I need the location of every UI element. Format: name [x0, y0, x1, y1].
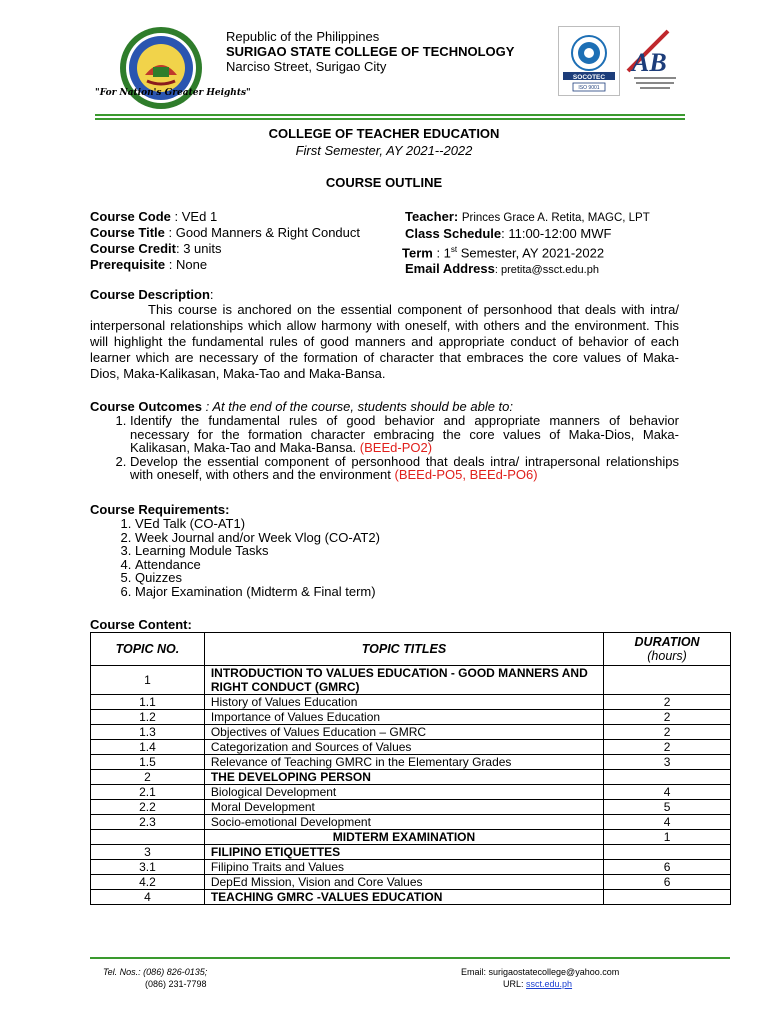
table-row: [91, 755, 731, 770]
topic-title-cell: Moral Development: [204, 800, 603, 815]
table-row: [91, 875, 731, 890]
topic-title-cell: Biological Development: [204, 785, 603, 800]
footer-url-label: URL:: [503, 979, 524, 989]
table-row: [91, 785, 731, 800]
topic-title-cell: Objectives of Values Education – GMRC: [204, 725, 603, 740]
course-title-label: Course Title: [90, 225, 165, 240]
duration-cell: 2: [604, 725, 731, 740]
requirement-item: 3. Learning Module Tasks: [135, 544, 380, 558]
prerequisite-row: [90, 257, 360, 273]
topic-title-cell: MIDTERM EXAMINATION: [204, 830, 603, 845]
topic-title-cell: Importance of Values Education: [204, 710, 603, 725]
duration-cell: 5: [604, 800, 731, 815]
topic-no-cell: 1.1: [91, 695, 205, 710]
school-header: [226, 29, 514, 74]
content-heading: Course Content:: [90, 617, 192, 632]
requirement-item: 4. Attendance: [135, 558, 380, 572]
term-label: Term: [402, 245, 433, 261]
requirement-item: 1. VEd Talk (CO-AT1): [135, 517, 380, 531]
header-topic-no: TOPIC NO.: [91, 633, 205, 666]
duration-cell: 2: [604, 695, 731, 710]
table-row: [91, 725, 731, 740]
course-outline-title: COURSE OUTLINE: [325, 175, 443, 190]
table-row: [91, 800, 731, 815]
duration-unit: (hours): [647, 649, 687, 663]
duration-cell: 2: [604, 710, 731, 725]
school-name: SURIGAO STATE COLLEGE OF TECHNOLOGY: [226, 44, 515, 59]
duration-cell: 4: [604, 785, 731, 800]
topic-no-cell: 1.4: [91, 740, 205, 755]
course-code-row: [90, 209, 360, 225]
topic-title-cell: TEACHING GMRC -VALUES EDUCATION: [204, 890, 603, 905]
footer-tel: Tel. Nos.: (086) 826-0135;: [103, 967, 208, 977]
footer-email: Email: surigaostatecollege@yahoo.com: [461, 967, 620, 977]
college-title: COLLEGE OF TEACHER EDUCATION: [268, 126, 500, 141]
course-description: [90, 302, 679, 382]
duration-cell: 6: [604, 875, 731, 890]
term-row: [402, 242, 650, 261]
table-row: [91, 890, 731, 905]
duration-cell: [604, 890, 731, 905]
topic-no-cell: 2.1: [91, 785, 205, 800]
requirement-item: 5. Quizzes: [135, 571, 380, 585]
topic-title-cell: DepEd Mission, Vision and Core Values: [204, 875, 603, 890]
duration-cell: [604, 770, 731, 785]
email-row: [405, 261, 650, 278]
header-topic-titles: TOPIC TITLES: [204, 633, 603, 666]
outcome-code: (BEEd-PO2): [359, 440, 433, 455]
requirement-item: 6. Major Examination (Midterm & Final term): [135, 585, 380, 599]
email-label: Email Address: [405, 261, 495, 277]
course-title-row: [90, 225, 360, 241]
footer-url-link[interactable]: ssct.edu.ph: [526, 979, 573, 989]
description-heading: [90, 287, 214, 303]
topic-no-cell: 4: [91, 890, 205, 905]
semester-line: First Semester, AY 2021--2022: [295, 143, 473, 158]
iso-label: ISO 9001: [578, 85, 600, 91]
course-credit-value: : 3 units: [175, 241, 222, 256]
table-row: [91, 770, 731, 785]
outcome-code: (BEEd-PO5, BEEd-PO6): [394, 467, 538, 482]
course-info-right: [402, 209, 650, 278]
header-divider: [95, 114, 685, 116]
duration-cell: 4: [604, 815, 731, 830]
duration-cell: 6: [604, 860, 731, 875]
prerequisite-value: : None: [168, 257, 208, 272]
pab-accreditation-logo: [624, 27, 686, 97]
requirement-item: 2. Week Journal and/or Week Vlog (CO-AT2): [135, 531, 380, 545]
course-code-label: Course Code: [90, 209, 171, 224]
term-value-post: Semester, AY 2021-2022: [457, 245, 605, 261]
duration-cell: [604, 845, 731, 860]
table-row: [91, 815, 731, 830]
course-content-table: [90, 632, 731, 905]
teacher-value: Princes Grace A. Retita, MAGC, LPT: [461, 212, 650, 224]
topic-no-cell: 2: [91, 770, 205, 785]
school-address: Narciso Street, Surigao City: [226, 59, 387, 74]
outcome-item: [130, 455, 679, 482]
school-motto: "For Nation's Greater Heights": [95, 88, 251, 98]
outcome-text: Identify the fundamental rules of good behavior and appropriate manners of behavior necessary for the formation character embracing the core values of Maka-Dios, Maka-Kalikasan, Maka-Tao and Maka-Bansa.: [130, 413, 679, 455]
course-code-value: : VEd 1: [174, 209, 218, 224]
topic-no-cell: 2.2: [91, 800, 205, 815]
topic-title-cell: Socio-emotional Development: [204, 815, 603, 830]
course-credit-label: Course Credit: [90, 241, 176, 256]
schedule-row: [405, 226, 650, 242]
teacher-label: Teacher:: [405, 209, 459, 224]
outcomes-label: Course Outcomes: [90, 399, 202, 414]
topic-no-cell: 1: [91, 666, 205, 695]
topic-title-cell: Categorization and Sources of Values: [204, 740, 603, 755]
header-duration: [604, 633, 731, 666]
topic-no-cell: 1.5: [91, 755, 205, 770]
duration-cell: 1: [604, 830, 731, 845]
footer-phone: [103, 966, 207, 990]
college-seal-logo: [117, 25, 205, 111]
outcome-text: Develop the essential component of personhood that deals intra/ intrapersonal relationships with oneself, with others and the environment: [130, 453, 679, 482]
outcomes-intro: : At the end of the course, students should be able to:: [205, 399, 514, 414]
header-divider: [95, 118, 685, 120]
topic-no-cell: 3.1: [91, 860, 205, 875]
topic-no-cell: 4.2: [91, 875, 205, 890]
schedule-value: : 11:00-12:00 MWF: [501, 226, 612, 241]
course-info-left: [90, 209, 360, 273]
term-value-pre: : 1: [432, 245, 451, 261]
email-value: : pretita@ssct.edu.ph: [494, 264, 599, 277]
description-label: Course Description: [90, 287, 210, 302]
footer-tel2: (086) 231-7798: [145, 979, 207, 989]
topic-title-cell: FILIPINO ETIQUETTES: [204, 845, 603, 860]
topic-no-cell: 3: [91, 845, 205, 860]
description-text: This course is anchored on the essential component of personhood that deals with intra/ interpersonal relationships which allow harmony with oneself, with others and the environment. This will highlight the fundamental rules of good manners and appropriate conduct of behavior of each learner which are necessary of the formation of character that embraces the core values of Maka-Dios, Maka-Kalikasan, Maka-Tao and Maka-Bansa.: [90, 302, 679, 381]
table-row: [91, 740, 731, 755]
socotec-certification-logo: [558, 26, 620, 96]
table-row: [91, 860, 731, 875]
topic-no-cell: [91, 830, 205, 845]
duration-cell: 3: [604, 755, 731, 770]
outcome-item: [130, 414, 679, 455]
pab-label: AB: [632, 48, 667, 77]
topic-title-cell: Filipino Traits and Values: [204, 860, 603, 875]
table-header-row: [91, 633, 731, 666]
republic-line: Republic of the Philippines: [226, 29, 380, 44]
topic-title-cell: History of Values Education: [204, 695, 603, 710]
outcomes-list: [90, 414, 679, 482]
topic-no-cell: 2.3: [91, 815, 205, 830]
topic-no-cell: 1.3: [91, 725, 205, 740]
course-credit-row: [90, 241, 360, 257]
duration-label: DURATION: [634, 635, 700, 649]
schedule-label: Class Schedule: [405, 226, 502, 241]
duration-cell: 2: [604, 740, 731, 755]
teacher-row: [405, 209, 650, 226]
requirements-heading: Course Requirements:: [90, 502, 230, 517]
table-row: [91, 830, 731, 845]
table-row: [91, 710, 731, 725]
footer-contact: [461, 966, 619, 990]
table-row: [91, 695, 731, 710]
course-title-value: : Good Manners & Right Conduct: [168, 225, 361, 240]
socotec-label: SOCOTEC: [572, 74, 606, 81]
prerequisite-label: Prerequisite: [90, 257, 166, 272]
duration-cell: [604, 666, 731, 695]
topic-title-cell: Relevance of Teaching GMRC in the Elementary Grades: [204, 755, 603, 770]
requirements-list: [90, 517, 380, 598]
description-colon: :: [209, 287, 214, 302]
topic-title-cell: INTRODUCTION TO VALUES EDUCATION - GOOD MANNERS AND RIGHT CONDUCT (GMRC): [204, 666, 603, 695]
table-body: [91, 666, 731, 905]
socotec-badge-icon: [559, 27, 619, 95]
topic-title-cell: THE DEVELOPING PERSON: [204, 770, 603, 785]
table-row: [91, 666, 731, 695]
topic-no-cell: 1.2: [91, 710, 205, 725]
term-sup: st: [450, 245, 458, 254]
footer-divider: [90, 957, 730, 959]
table-row: [91, 845, 731, 860]
